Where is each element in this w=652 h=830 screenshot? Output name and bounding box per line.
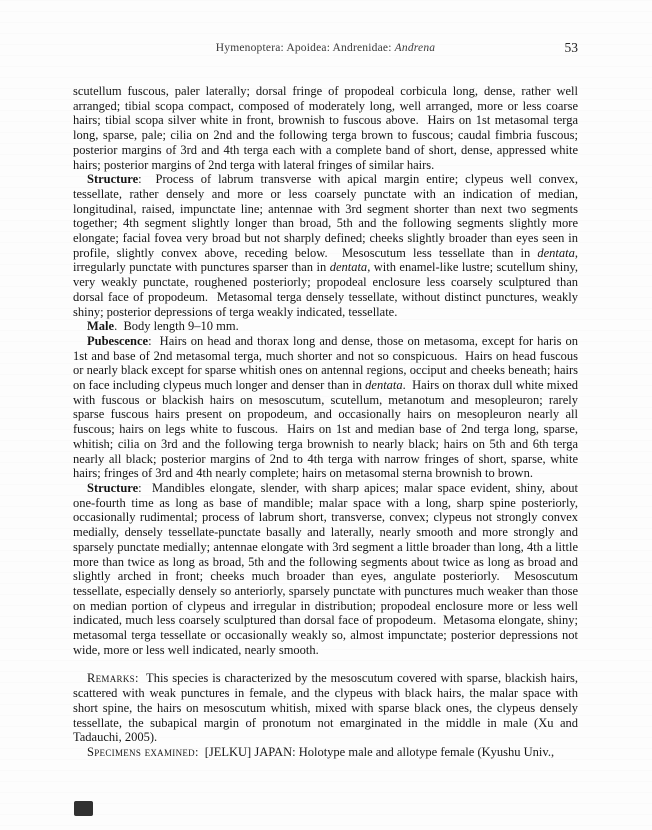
running-header: [73, 42, 578, 58]
text-run: , with enamel-like lustre; scutellum shiny, very weakly punctate, roughened posteriorly; propodeal enclosure less coarsely sculptured than dorsal face of propodeum. Metasomal terga densely tessellate, without distinct punctures, weakly shiny; posterior depressions of terga weakly indicated, tessellate.: [73, 260, 579, 319]
text-run: : Process of labrum transverse with apical margin entire; clypeus well convex, tessellate, rather densely and more or less coarsely punctate with an indication of median, longitudinal, raised, impunctate line; antennae with 3rd segment shorter than next two segments together; 4th segment slightly longer than broad, 5th and the following segments slightly more elongate; facial fovea very broad but not sharply defined; cheeks slightly broader than eyes seen in profile, slightly convex above, receding below. Mesoscutum less tessellate than in: [73, 172, 578, 260]
text-run: scutellum fuscous, paler laterally; dorsal fringe of propodeal corbicula long, dense, rather well arranged; tibial scopa compact, composed of moderately long, well arranged, more or less coarse hairs; tibial scopa silver white in front, brownish to fuscous above. Hairs on 1st metasomal terga long, sparse, pale; cilia on 2nd and the following terga brown to fuscous; caudal fimbria fuscous; posterior margins of 3rd and 4th terga each with a complete band of short, dense, appressed white hairs; posterior margins of 2nd terga with lateral fringes of similar hairs.: [73, 84, 578, 172]
text-run: : Mandibles elongate, slender, with sharp apices; malar space evident, shiny, about one-fourth time as long as base of mandible; malar space with a long, sharp spine posteriorly, occasionally rudimental; process of labrum short, transverse, convex; clypeus not strongly convex medially, densely tessellate-punctate basally and laterally, nearly smooth and more strongly and sparsely punctate medially; antennae elongate with 3rd segment a little broader than long, 4th a little more than twice as long as broad, 5th and the following segments about twice as long as broad and slightly arched in front; cheeks much broader than eyes, angulate posteriorly. Mesoscutum tessellate, especially densely so anteriorly, sparsely punctate with punctures much weaker than those on median portion of clypeus and irregular in distribution; propodeal enclosure more or less well indicated, much less coarsely sculptured than dorsal face of propodeum. Metasoma elongate, shiny; metasomal terga tessellate or occasionally weakly so, almost impunctate; posterior depressions not wide, more or less well indicated, nearly smooth.: [73, 480, 578, 657]
text-run: : [JELKU] JAPAN: Holotype male and allotype female (Kyushu Univ.,: [194, 744, 555, 759]
paragraph-lead-bold: Structure: [87, 480, 139, 495]
italic-term: dentata: [329, 260, 368, 275]
running-title: [73, 42, 578, 54]
paragraph-lead-bold: Pubescence: [87, 333, 149, 348]
paragraph-lead-smallcaps: Remarks: [87, 671, 135, 686]
paragraph-lead-bold: Male: [87, 319, 115, 334]
running-title-text: Hymenoptera: Apoidea: Andrenidae:: [215, 42, 392, 54]
text-run: , irregularly punctate with punctures sparser than in: [73, 245, 578, 275]
text-run: . Body length 9–10 mm.: [114, 319, 239, 334]
text-run: . Hairs on thorax dull white mixed with fuscous or blackish hairs on mesoscutum, scutellum, metanotum and mesopleuron; rarely sparse fuscous hairs present on propodeum, and occasionally hairs on mesopleuron nearly all fuscous; hairs on legs white to fuscous. Hairs on 1st and median base of 2nd terga long, sparse, whitish; cilia on 3rd and the following terga brownish to nearly black; hairs on 5th and 6th terga nearly all black; posterior margins of 2nd to 4th terga with narrow fringes of short, sparse, white hairs; fringes of 3rd and 4th nearly complete; hairs on metasomal sterna brownish to brown.: [73, 378, 578, 481]
text-run: : Hairs on head and thorax long and dense, those on metasoma, except for haris on 1st and base of 2nd metasomal terga, much shorter and not so conspicuous. Hairs on head fuscous or nearly black except for sparse whitish ones on antennal regions, occiput and cheeks beneath; hairs on face including clypeus much longer and denser than in: [73, 333, 578, 393]
body-paragraph: [73, 745, 578, 760]
page-number: 53: [564, 40, 578, 55]
paragraph-lead-smallcaps: Specimens examined: [87, 744, 195, 759]
body-paragraph: [73, 84, 578, 172]
italic-term: dentata: [365, 378, 403, 393]
paragraph-lead-bold: Structure: [87, 172, 139, 187]
body-paragraph: [73, 671, 578, 745]
body-paragraph: [73, 319, 578, 334]
scan-artifact-mark: [74, 801, 93, 816]
italic-term: dentata: [537, 245, 575, 260]
body-paragraph: [73, 481, 578, 657]
body-paragraph: [73, 172, 578, 319]
text-run: : This species is characterized by the mesoscutum covered with sparse, blackish hairs, scattered with weak punctures in female, and the clypeus with black hairs, the malar space with short spine, the hairs on mesoscutum whitish, mixed with sparse black ones, the clypeus densely tessellate, the subapical margin of pronotum not emarginated in the middle in male (Xu and Tadauchi, 2005).: [73, 671, 578, 745]
body-paragraph: [73, 334, 578, 481]
running-title-species: Andrena: [394, 42, 436, 54]
body-text: [73, 84, 578, 760]
